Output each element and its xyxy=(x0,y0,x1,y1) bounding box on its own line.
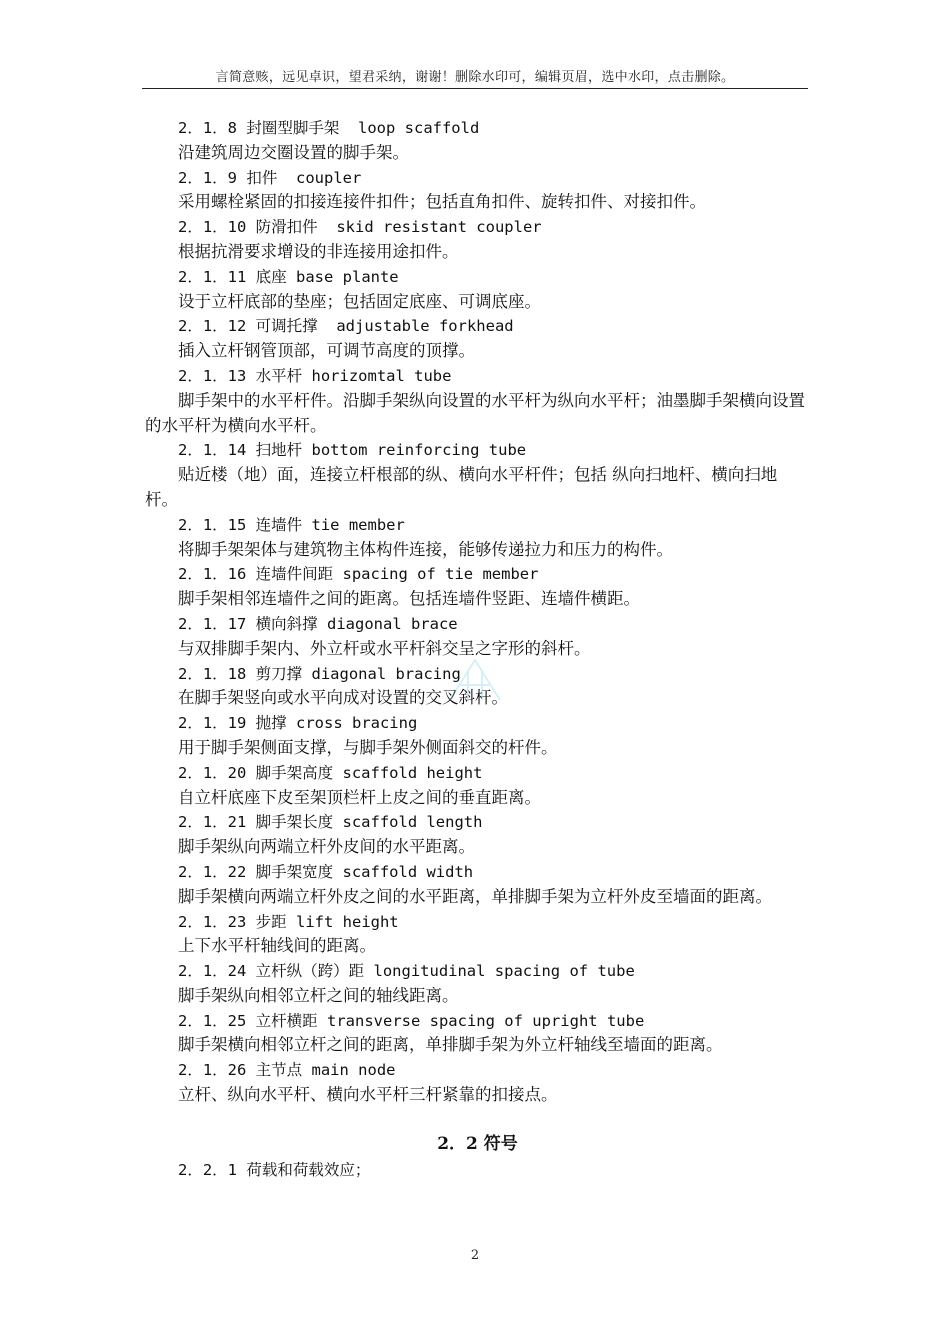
term-2-1-22: 2．1．22 脚手架宽度 scaffold width xyxy=(178,862,474,881)
definition-2-1-24: 脚手架纵向相邻立杆之间的轴线距离。 xyxy=(178,985,459,1005)
definition-2-1-12: 插入立杆钢管顶部，可调节高度的顶撑。 xyxy=(178,341,475,361)
definition-2-1-9: 采用螺栓紧固的扣接连接件扣件；包括直角扣件、旋转扣件、对接扣件。 xyxy=(178,192,706,212)
term-2-1-12: 2．1．12 可调托撑 adjustable forkhead xyxy=(178,317,514,336)
definition-2-1-11: 设于立杆底部的垫座；包括固定底座、可调底座。 xyxy=(178,291,541,311)
term-2-1-24: 2．1．24 立杆纵（跨）距 longitudinal spacing of tube xyxy=(178,962,635,981)
definition-2-1-20: 自立杆底座下皮至架顶栏杆上皮之间的垂直距离。 xyxy=(178,787,541,807)
definition-2-1-18: 在脚手架竖向或水平向成对设置的交叉斜杆。 xyxy=(178,688,508,708)
definition-2-1-23: 上下水平杆轴线间的距离。 xyxy=(178,936,376,956)
definition-2-1-21: 脚手架纵向两端立杆外皮间的水平距离。 xyxy=(178,837,475,857)
term-2-1-10: 2．1．10 防滑扣件 skid resistant coupler xyxy=(178,218,542,237)
term-2-1-25: 2．1．25 立杆横距 transverse spacing of upright tube xyxy=(178,1011,645,1030)
page-header: 言简意赅，远见卓识，望君采纳，谢谢！删除水印可，编辑页眉，选中水印，点击删除。 xyxy=(215,70,735,85)
definition-2-1-26: 立杆、纵向水平杆、横向水平杆三杆紧靠的扣接点。 xyxy=(178,1085,558,1105)
term-2-1-19: 2．1．19 抛撑 cross bracing xyxy=(178,714,418,733)
term-2-1-18: 2．1．18 剪刀撑 diagonal bracing xyxy=(178,664,461,683)
definition-2-1-17: 与双排脚手架内、外立杆或水平杆斜交呈之字形的斜杆。 xyxy=(178,638,591,658)
definition-2-1-10: 根据抗滑要求增设的非连接用途扣件。 xyxy=(178,241,459,261)
term-2-1-21: 2．1．21 脚手架长度 scaffold length xyxy=(178,813,483,832)
definition-2-1-15: 将脚手架架体与建筑物主体构件连接，能够传递拉力和压力的构件。 xyxy=(178,539,673,559)
subsection-heading: 2．2．1 荷载和荷载效应； xyxy=(178,1160,371,1179)
definition-2-1-22: 脚手架横向两端立杆外皮之间的水平距离，单排脚手架为立杆外皮至墙面的距离。 xyxy=(178,886,772,906)
watermark-logo-icon[interactable] xyxy=(440,650,510,710)
term-2-1-11: 2．1．11 底座 base plante xyxy=(178,267,399,286)
term-2-1-15: 2．1．15 连墙件 tie member xyxy=(178,515,405,534)
header-divider xyxy=(142,88,808,89)
definition-2-1-13: 脚手架中的水平杆件。沿脚手架纵向设置的水平杆为纵向水平杆；油墨脚手架横向设置的水平杆为横向水平杆。 xyxy=(145,390,805,435)
term-2-1-9: 2．1．9 扣件 coupler xyxy=(178,168,362,187)
definition-2-1-19: 用于脚手架侧面支撑，与脚手架外侧面斜交的杆件。 xyxy=(178,737,558,757)
term-2-1-13: 2．1．13 水平杆 horizomtal tube xyxy=(178,366,452,385)
term-2-1-23: 2．1．23 步距 lift height xyxy=(178,912,399,931)
definition-2-1-14: 贴近楼（地）面，连接立杆根部的纵、横向水平杆件；包括 纵向扫地杆、横向扫地杆。 xyxy=(145,465,778,509)
term-2-1-20: 2．1．20 脚手架高度 scaffold height xyxy=(178,763,483,782)
term-2-1-26: 2．1．26 主节点 main node xyxy=(178,1061,396,1080)
section-title: 2．2 符号 xyxy=(437,1133,518,1154)
term-2-1-14: 2．1．14 扫地杆 bottom reinforcing tube xyxy=(178,441,527,460)
definition-2-1-16: 脚手架相邻连墙件之间的距离。包括连墙件竖距、连墙件横距。 xyxy=(178,589,640,609)
term-2-1-17: 2．1．17 横向斜撑 diagonal brace xyxy=(178,614,458,633)
term-2-1-16: 2．1．16 连墙件间距 spacing of tie member xyxy=(178,565,539,584)
definition-2-1-8: 沿建筑周边交圈设置的脚手架。 xyxy=(178,142,409,162)
term-2-1-8: 2．1．8 封圈型脚手架 loop scaffold xyxy=(178,119,480,137)
page-number: 2 xyxy=(470,1248,480,1263)
definition-2-1-25: 脚手架横向相邻立杆之间的距离，单排脚手架为外立杆轴线至墙面的距离。 xyxy=(178,1035,723,1055)
